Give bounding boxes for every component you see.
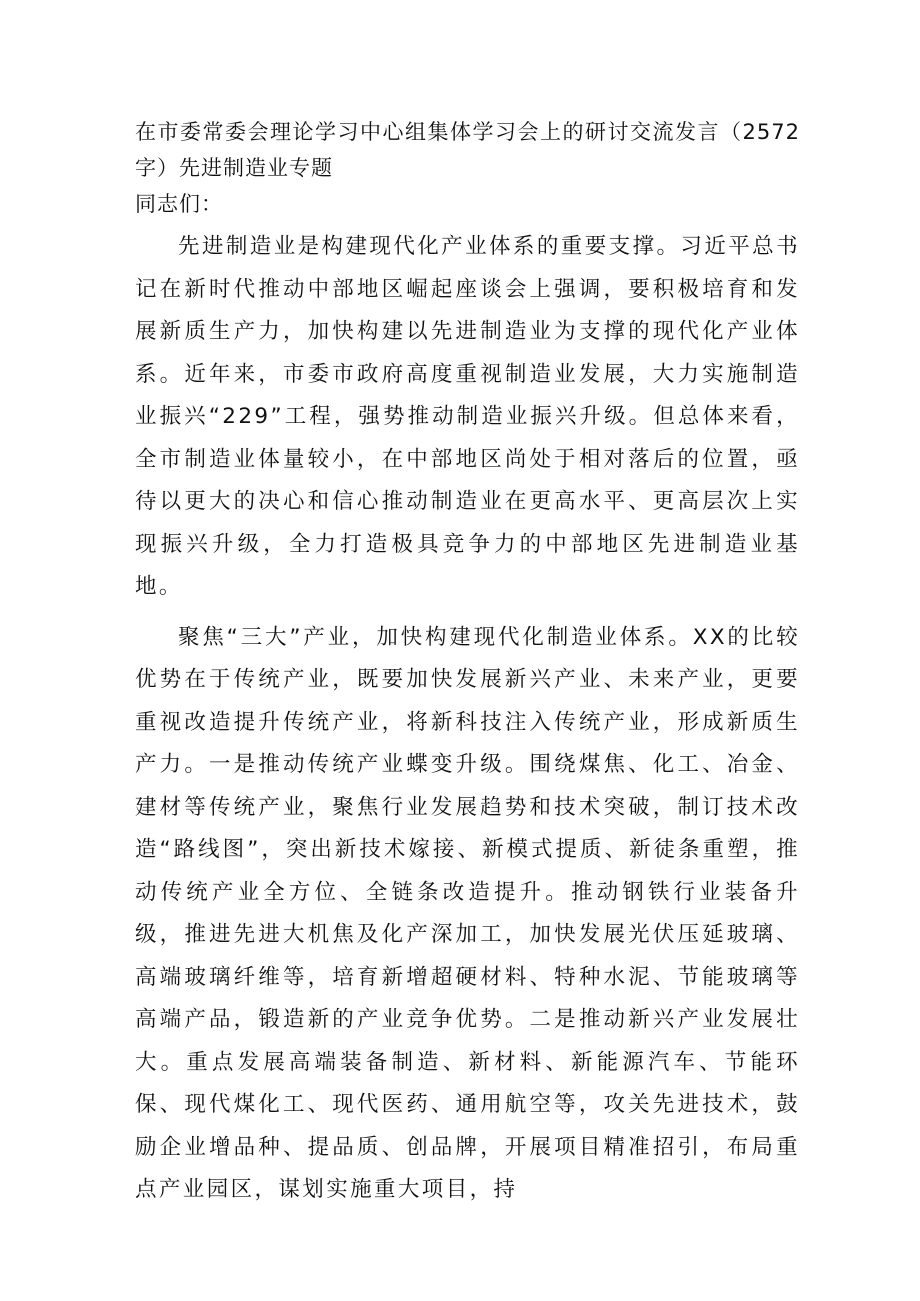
document-title: 在市委常委会理论学习中心组集体学习会上的研讨交流发言（2572字）先进制造业专题 xyxy=(135,120,800,180)
paragraph-1: 先进制造业是构建现代化产业体系的重要支撑。习近平总书记在新时代推动中部地区崛起座谈会上强调，要积极培育和发展新质生产力，加快构建以先进制造业为支撑的现代化产业体系。近年来，市委市政府高度重视制造业发展，大力实施制造业振兴“229”工程，强势推动制造业振兴升级。但总体来看，全市制造业体量较小，在中部地区尚处于相对落后的位置，亟待以更大的决心和信心推动制造业在更高水平、更高层次上实现振兴升级，全力打造极具竞争力的中部地区先进制造业基地。 xyxy=(135,234,800,599)
document-body xyxy=(135,114,800,1212)
paragraph-2: 聚焦“三大”产业，加快构建现代化制造业体系。XX的比较优势在于传统产业，既要加快发展新兴产业、未来产业，更要重视改造提升传统产业，将新科技注入传统产业，形成新质生产力。一是推动传统产业蝶变升级。围绕煤焦、化工、冶金、建材等传统产业，聚焦行业发展趋势和技术突破，制订技术改造“路线图”，突出新技术嫁接、新模式提质、新徒条重塑，推动传统产业全方位、全链条改造提升。推动钢铁行业装备升级，推进先进大机焦及化产深加工，加快发展光伏压延玻璃、高端玻璃纤维等，培育新增超硬材料、特种水泥、节能玻璃等高端产品，锻造新的产业竞争优势。二是推动新兴产业发展壮大。重点发展高端装备制造、新材料、新能源汽车、节能环保、现代煤化工、现代医药、通用航空等，攻关先进技术，鼓励企业增品种、提品质、创品牌，开展项目精准招引，布局重点产业园区，谋划实施重大项目，持 xyxy=(135,624,800,1202)
salutation: 同志们： xyxy=(135,192,223,216)
